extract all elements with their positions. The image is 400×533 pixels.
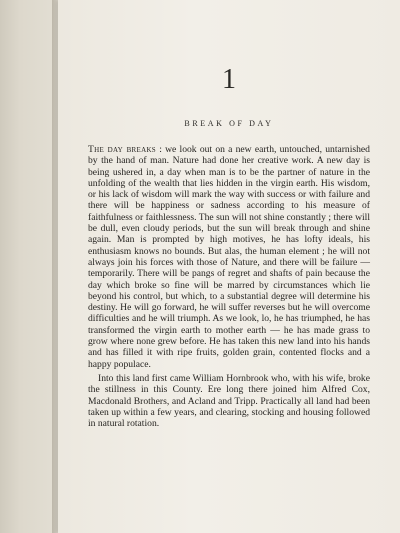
paragraph-text: : we look out on a new earth, untouched, untarnished by the hand of man. Nature had done her creative work. A new day is being ushered in, a day when man is to be the partner of nature in the unfolding of the wealth that lies hidden in the virgin earth. His wisdom, or his lack of wisdom will mark the way with success or with failure and there will be happiness or sadness according to his measure of faithfulness or faithlessness. The sun will not shine constantly ; there will be dull, even cloudy periods, but the sun will break through and shine again. Man is prompted by high motives, he has lofty ideals, his enthusiasm knows no bounds. But alas, the human element ; he will not always join his forces with those of Nature, and there will be failure — temporarily. There will be pangs of regret and shafts of pain because the day which broke so fine will be marred by circumstances which lie beyond his control, but which, to a substantial degree will determine his destiny. He will go forward, he will suffer reverses but he will overcome difficulties and he will triumph. As we look, lo, he has triumphed, he has transformed the virgin earth to mother earth — he has made grass to grow where none grew before. He has taken this new land into his hands and has filled it with ripe fruits, golden grain, contented flocks and a happy populace. [88, 144, 370, 370]
chapter-number: 1 [222, 64, 236, 95]
paragraph-text: Into this land first came William Hornbrook who, with his wife, broke the stillness in this County. Ere long there joined him Alfred Cox, Macdonald Brothers, and Acland and Tripp. Practically all land had been taken up within a few years, and clearing, stocking and housing followed in natural rotation. [88, 372, 370, 430]
paragraph-lead: The day breaks [88, 144, 156, 155]
chapter-title: BREAK OF DAY [184, 119, 274, 128]
chapter-body [88, 144, 370, 429]
paragraph-2 [88, 373, 370, 429]
paragraph-1 [88, 144, 370, 370]
